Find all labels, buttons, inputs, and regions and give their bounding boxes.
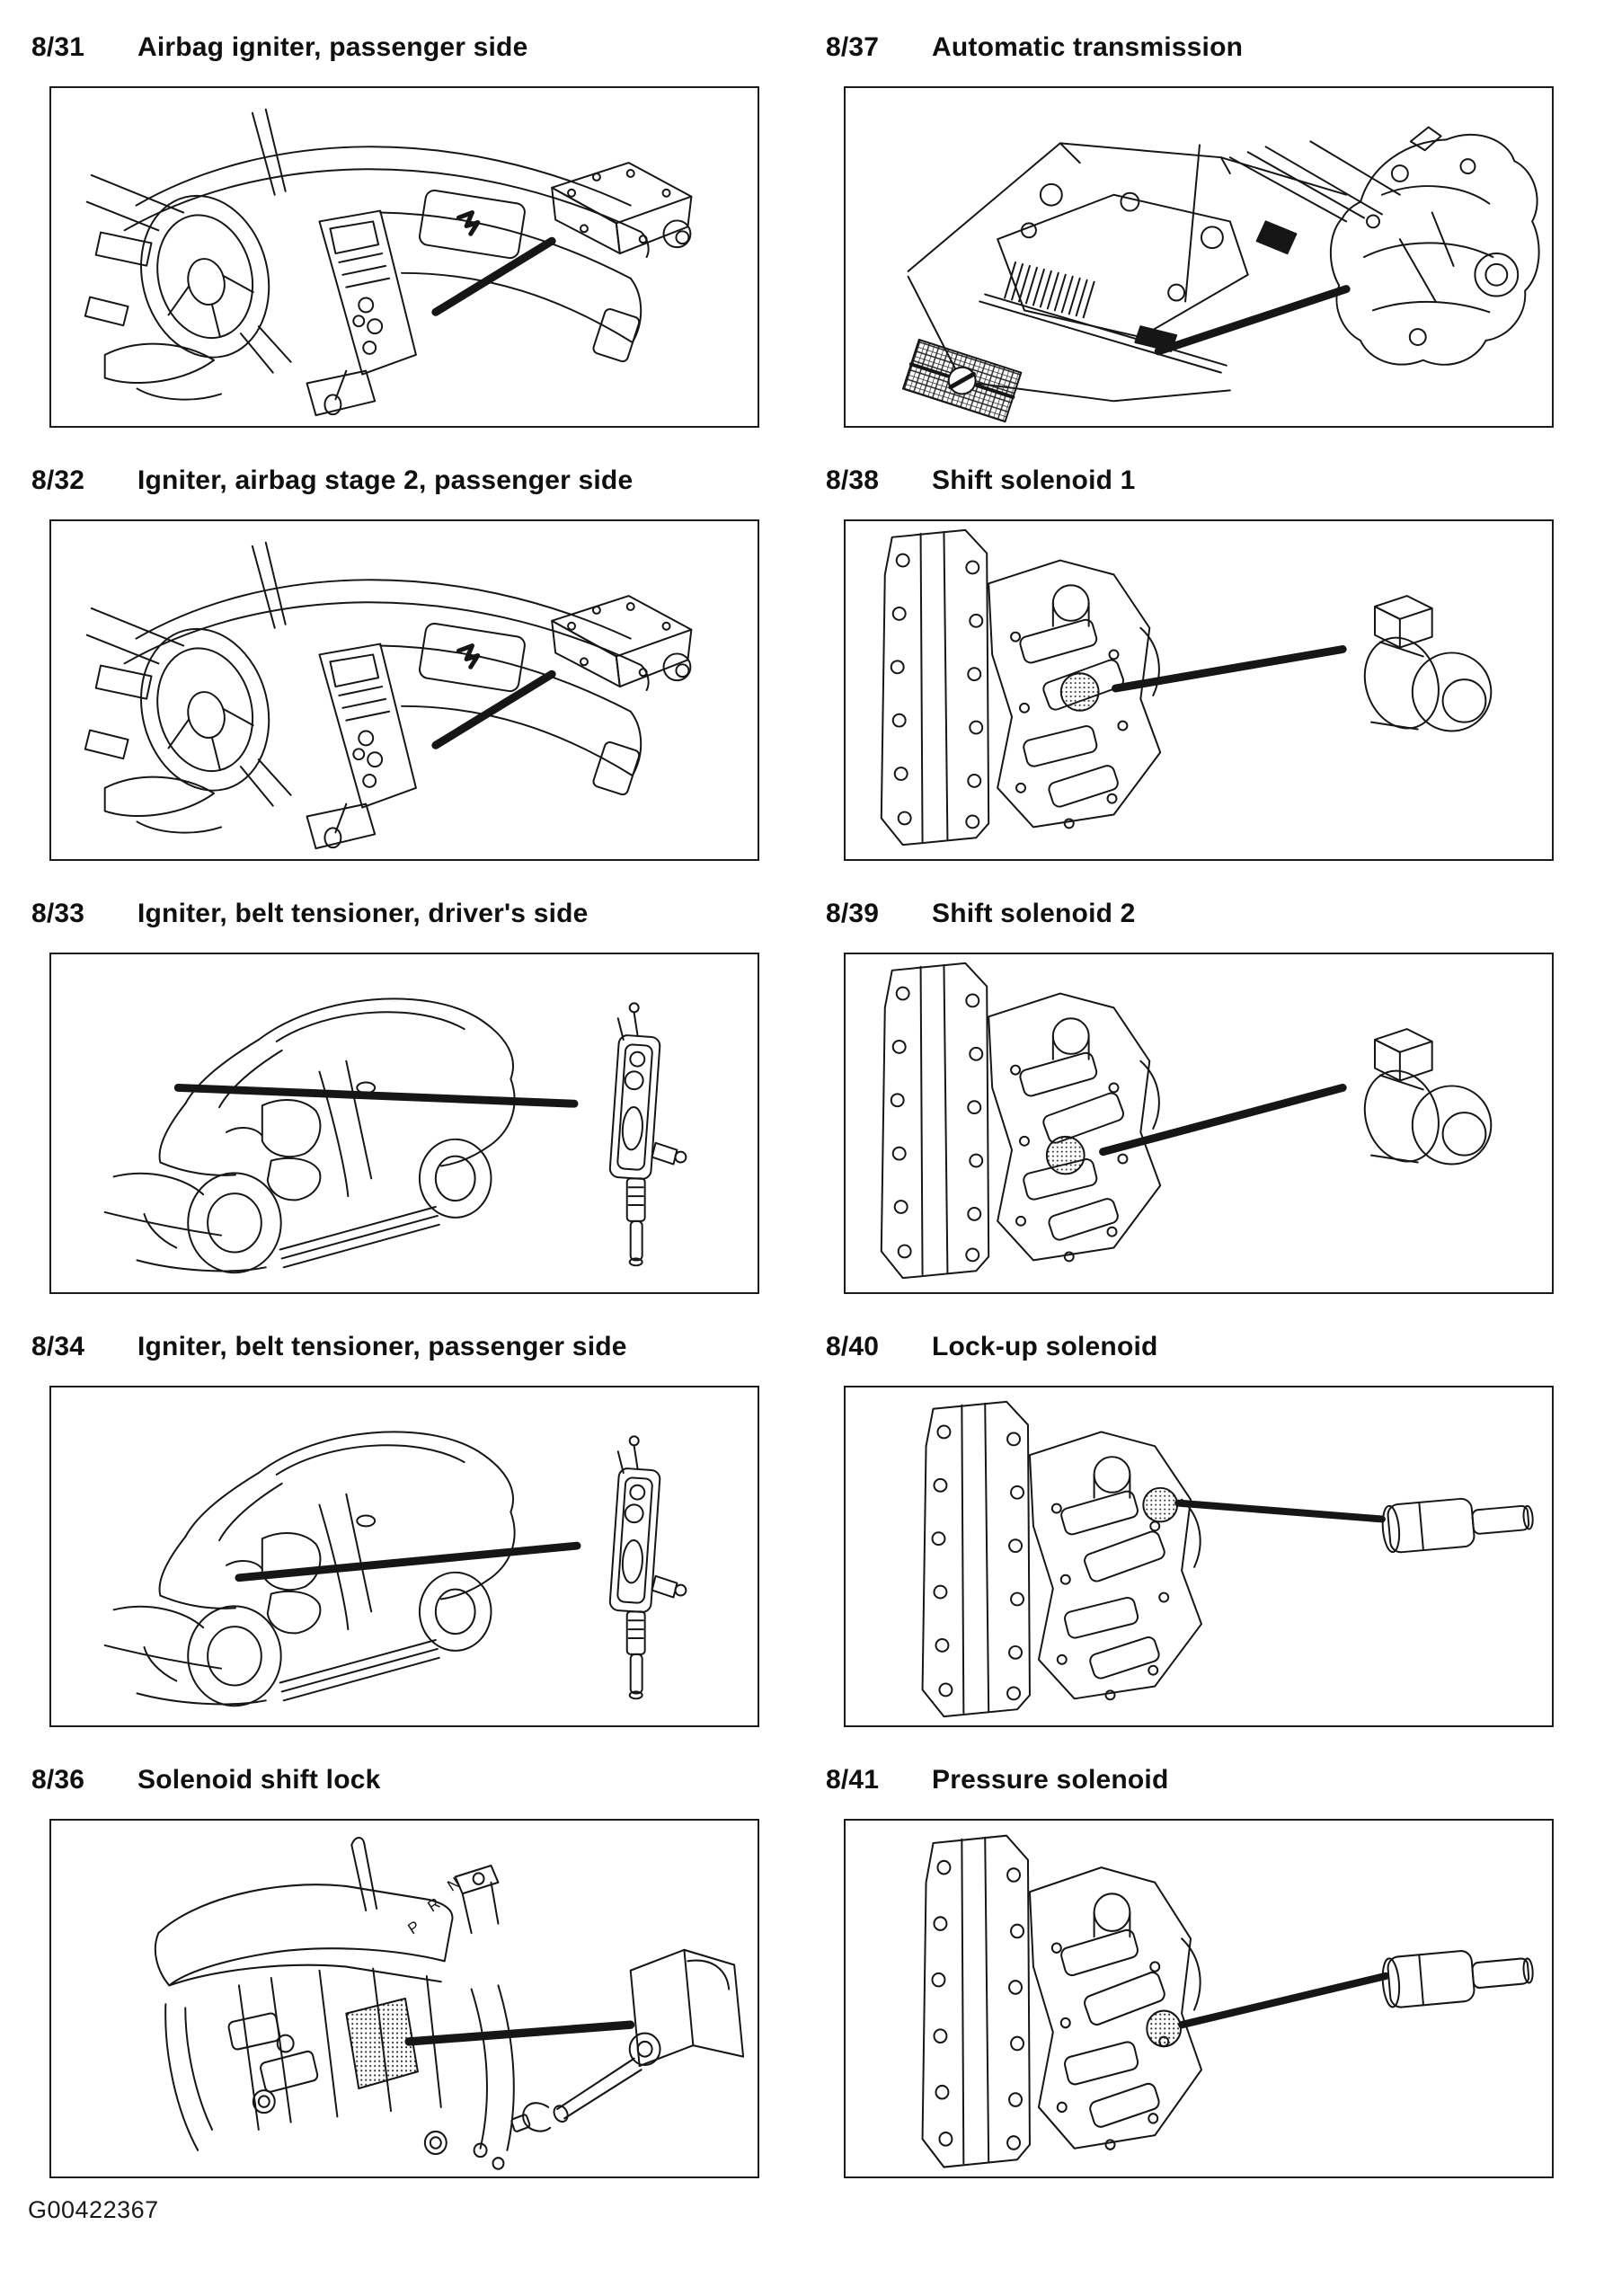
figure-panel xyxy=(826,1765,1554,2178)
figure-title: Shift solenoid 2 xyxy=(932,899,1136,928)
figure-ref: 8/38 xyxy=(826,465,880,495)
figure-ref: 8/34 xyxy=(31,1332,85,1361)
valve-body-lockup-solenoid-illustration xyxy=(923,1402,1535,1716)
figure-canvas xyxy=(846,88,1552,426)
figure-frame xyxy=(49,519,759,861)
figure-title: Automatic transmission xyxy=(932,32,1244,62)
figure-panel xyxy=(826,465,1554,861)
figure-ref: 8/31 xyxy=(31,32,85,62)
panel-header xyxy=(826,1332,1554,1362)
panel-header xyxy=(31,899,759,929)
figure-frame xyxy=(49,1819,759,2178)
figure-ref: 8/33 xyxy=(31,899,85,928)
figure-panel xyxy=(826,32,1554,428)
figure-title: Igniter, belt tensioner, driver's side xyxy=(137,899,589,928)
panel-header xyxy=(826,1765,1554,1795)
figure-code: G00422367 xyxy=(28,2196,159,2223)
figure-frame xyxy=(844,953,1554,1294)
panel-header xyxy=(826,32,1554,63)
panel-header xyxy=(31,32,759,63)
figure-canvas xyxy=(846,1821,1552,2176)
figure-panel xyxy=(31,899,759,1294)
figure-panel xyxy=(31,465,759,861)
valve-body-shift-solenoid-2-illustration xyxy=(882,963,1492,1278)
figure-ref: 8/39 xyxy=(826,899,880,928)
figure-canvas xyxy=(51,88,758,426)
figure-panel xyxy=(31,32,759,428)
panel-header xyxy=(826,465,1554,496)
panel-header xyxy=(31,465,759,496)
figure-panel xyxy=(31,1765,759,2178)
figure-canvas xyxy=(51,1387,758,1725)
engine-transmission-illustration xyxy=(903,128,1539,422)
figure-frame xyxy=(844,1819,1554,2178)
figure-frame xyxy=(49,953,759,1294)
car-belt-tensioner-passenger-illustration xyxy=(105,1432,687,1706)
figure-ref: 8/37 xyxy=(826,32,880,62)
figure-frame xyxy=(844,86,1554,428)
figure-title: Lock-up solenoid xyxy=(932,1332,1158,1361)
figure-frame xyxy=(49,1386,759,1727)
dashboard-airbag-illustration xyxy=(85,110,692,415)
figure-frame xyxy=(844,1386,1554,1727)
figure-ref: 8/41 xyxy=(826,1765,880,1795)
valve-body-shift-solenoid-1-illustration xyxy=(882,530,1492,845)
figure-panel xyxy=(826,899,1554,1294)
figure-frame xyxy=(844,519,1554,861)
figure-panel xyxy=(826,1332,1554,1727)
figure-title: Igniter, belt tensioner, passenger side xyxy=(137,1332,627,1361)
dashboard-airbag-illustration xyxy=(85,543,692,848)
figure-ref: 8/40 xyxy=(826,1332,880,1361)
shift-lock-solenoid-illustration xyxy=(155,1838,743,2169)
panel-header xyxy=(31,1332,759,1362)
figure-panel xyxy=(31,1332,759,1727)
figure-title: Igniter, airbag stage 2, passenger side xyxy=(137,465,634,495)
panel-grid xyxy=(31,32,1604,2178)
figure-title: Airbag igniter, passenger side xyxy=(137,32,528,62)
figure-canvas xyxy=(51,521,758,859)
figure-ref: 8/32 xyxy=(31,465,85,495)
valve-body-pressure-solenoid-illustration xyxy=(923,1836,1535,2167)
car-belt-tensioner-driver-illustration xyxy=(105,998,687,1272)
figure-title: Pressure solenoid xyxy=(932,1765,1169,1795)
figure-ref: 8/36 xyxy=(31,1765,85,1795)
figure-canvas xyxy=(51,1821,758,2176)
figure-canvas xyxy=(51,954,758,1292)
panel-header xyxy=(826,899,1554,929)
panel-header xyxy=(31,1765,759,1795)
figure-title: Shift solenoid 1 xyxy=(932,465,1136,495)
figure-title: Solenoid shift lock xyxy=(137,1765,381,1795)
figure-canvas xyxy=(846,954,1552,1292)
figure-frame xyxy=(49,86,759,428)
figure-canvas xyxy=(846,521,1552,859)
figure-canvas xyxy=(846,1387,1552,1725)
